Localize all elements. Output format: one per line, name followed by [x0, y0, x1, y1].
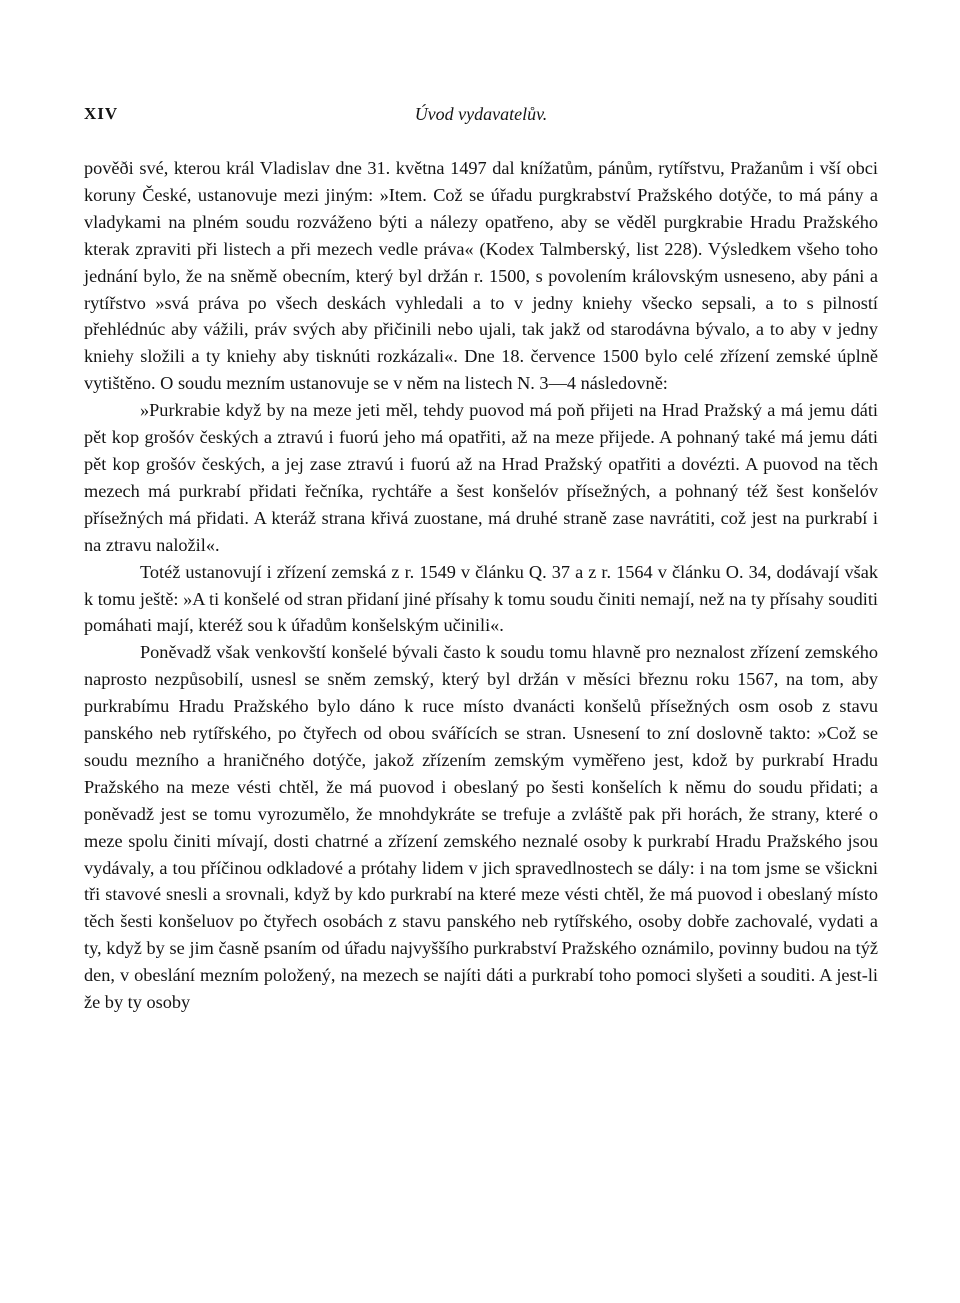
- paragraph: Poněvadž však venkovští konšelé bývali často k soudu tomu hlavně pro neznalost zřízení zemského naprosto nezpůsobilí, usnesl se sněm zemský, který byl držán v měsíci březnu roku 1567, na tom, aby purkrabímu Hradu Pražského bylo dáno k ruce místo dvanácti konšelů přísežných osm osob z stavu panského neb rytířského, po čtyřech od obou svářících se stran. Usnesení to zní doslovně takto: »Což se soudu mezního a hraničného dotýče, jakož zřízením zemským vyměřeno jest, kdož by purkrabí Hradu Pražského na meze vésti chtěl, že má puovod i obeslaný po šesti konšelích k němu do soudu přidati; a poněvadž jest se tomu vyrozumělo, že mnohdykráte se trefuje a zvláště pak při horách, že strany, které o meze spolu činiti mívají, dosti chatrné a zřízení zemského neznalé osoby k purkrabí Hradu Pražského jsou vydávaly, a tou příčinou odkladové a prótahy lidem v jich spravedlnostech se dály: i na tom jsme se všickni tři stavové snesli a srovnali, když by kdo purkrabí na které meze vésti chtěl, že má puovod i obeslaný místo těch šesti konšeluov po čtyřech osobách z stavu panského neb rytířského, osoby dobře zachovalé, vydati a ty, když by se jim časně psaním od úřadu najvyššího purkrabství Pražského oznámilo, povinny budou na týž den, v obeslání mezním položený, na mezech se najíti dáti a purkrabí toho pomoci slyšeti a souditi. A jest-li že by ty osoby: [84, 642, 878, 1013]
- paragraph: Totéž ustanovují i zřízení zemská z r. 1549 v článku Q. 37 a z r. 1564 v článku O. 34, dodávají však k tomu ještě: »A ti konšelé od stran přidaní jiné přísahy k tomu soudu činiti nemají, než na ty přísahy souditi pomáhati mají, kteréž sou k úřadům konšelským učinili«.: [84, 561, 878, 636]
- body-text: [84, 155, 878, 1016]
- paragraph-continuation: pověði své, kterou král Vladislav dne 31. května 1497 dal knížatům, pánům, rytířstvu, Pražanům i vší obci koruny České, ustanovuje mezi jiným: »Item. Což se úřadu purgkrabství Pražského dotýče, to má pány a vladykami na plném soudu rozváženo býti a nálezy opatřeno, aby se věděl purgkrabie Hradu Pražského kterak zpraviti při listech a při mezech vedle práva« (Kodex Talmberský, list 228). Výsledkem všeho toho jednání bylo, že na sněmě obecním, který byl držán r. 1500, s povolením královským usneseno, aby páni a rytířstvo »svá práva po všech deskách vyhledali a to v jedny kniehy všecko sepsali, a to s pilností přehlédnúc aby vážili, práv svých aby přičinili nebo ujali, tak jakž od starodávna bývalo, a to aby v jedny kniehy složili a ty kniehy aby tisknúti rozkázali«. Dne 18. července 1500 bylo celé zřízení zemské úplně vytištěno. O soudu mezním ustanovuje se v něm na listech N. 3—4 následovně:: [84, 158, 878, 394]
- page-number: XIV: [84, 104, 119, 123]
- paragraph-quotation: »Purkrabie když by na meze jeti měl, tehdy puovod má poň přijeti na Hrad Pražský a má jemu dáti pět kop grošóv českých a ztravú i fuorú jeho má opatřiti, až na meze přijede. A pohnaný také má jemu dáti pět kop grošóv českých, a jej zase ztravú i fuorú až na Hrad Pražský opatřiti a dovézti. A puovod na těch mezech má purkrabí přidati řečníka, rychtáře a šest konšelóv přísežných, a pohnaný též šest konšelóv přísežných má přidati. A kteráž strana křivá zuostane, má druhé straně zase navrátiti, což jest na purkrabí i na ztravu naložil«.: [84, 400, 878, 555]
- running-title: Úvod vydavatelův.: [414, 104, 548, 124]
- page-header: [84, 104, 878, 130]
